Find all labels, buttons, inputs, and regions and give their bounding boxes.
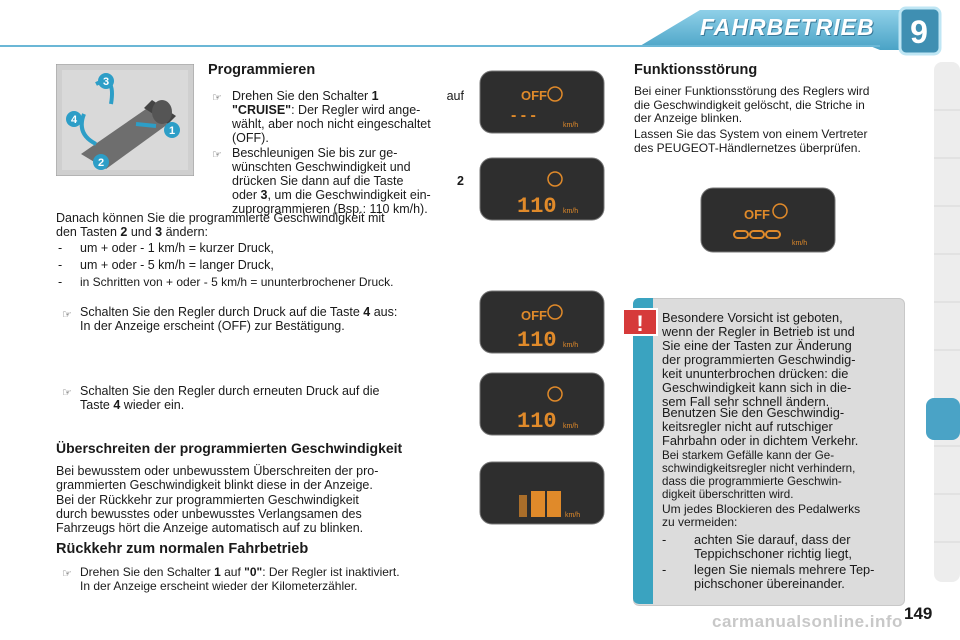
bullet-arrow-icon: ☞	[62, 568, 72, 580]
display-speed: 110	[517, 409, 557, 434]
display-unit: km/h	[565, 512, 581, 519]
warning-paragraph-3: Bei starkem Gefälle kann der Ge- schwindigkeitsregler nicht verhindern, dass die programmierte Geschwin- digkeit überschritten wird.	[662, 449, 856, 501]
ueberschreiten-paragraph-1: Bei bewusstem oder unbewusstem Überschreiten der pro- grammierten Geschwindigkeit blinkt diese in der Anzeige.	[56, 464, 379, 492]
rueckkehr-bullet: Drehen Sie den Schalter 1 auf "0": Der Regler ist inaktiviert. In der Anzeige erscheint wieder der Kilometerzähler.	[80, 565, 400, 593]
list-item: um + oder - 1 km/h = kurzer Druck,	[80, 241, 274, 255]
warning-paragraph-1: Besondere Vorsicht ist geboten, wenn der Regler in Betrieb ist und Sie eine der Tasten zur Änderung der programmierten Geschwindig- keit ununterbrochen drücken: die Geschwindigkeit kann sich in die- sem Fall sehr schnell ändern.	[662, 310, 856, 409]
warning-paragraph-2: Benutzen Sie den Geschwindig- keitsregler nicht auf rutschiger Fahrbahn oder in dichtem Verkehr.	[662, 405, 859, 448]
list-dash: -	[662, 562, 667, 577]
list-dash: -	[58, 275, 63, 289]
display-off-label: OFF	[744, 207, 770, 222]
display-odometer	[479, 461, 605, 525]
display-unit: km/h	[563, 208, 579, 215]
section-title-ueberschreiten: Überschreiten der programmierten Geschwindigkeit	[56, 440, 403, 456]
chapter-title: FAHRBETRIEB	[700, 14, 875, 40]
bullet-arrow-icon: ☞	[212, 149, 222, 161]
list-dash: -	[58, 258, 63, 272]
display-malfunction	[700, 187, 836, 253]
einschalten-bullet: Schalten Sie den Regler durch erneuten Druck auf die Taste 4 wieder ein.	[80, 384, 380, 412]
chapter-number: 9	[910, 14, 928, 50]
bullet-arrow-icon: ☞	[212, 92, 222, 104]
display-unit: km/h	[563, 342, 579, 349]
funktion-paragraph-2: Lassen Sie das System von einem Vertreter des PEUGEOT-Händlernetzes überprüfen.	[634, 127, 868, 155]
display-unit: km/h	[792, 240, 808, 247]
cruise-control-lever-image	[56, 64, 194, 176]
display-off-label: OFF	[521, 88, 547, 103]
danach-paragraph: Danach können Sie die programmierte Geschwindigkeit mit den Tasten 2 und 3 ändern:	[56, 211, 385, 239]
warning-list-item: legen Sie niemals mehrere Tep- pichschoner übereinander.	[694, 562, 875, 591]
section-title-funktionsstoerung: Funktionsstörung	[634, 62, 758, 78]
page-number: 149	[904, 604, 933, 623]
section-title-rueckkehr: Rückkehr zum normalen Fahrbetrieb	[56, 541, 309, 557]
programmieren-bullet-2: Beschleunigen Sie bis zur ge- wünschten Geschwindigkeit und drücken Sie dann auf die Taste 2 oder 3, um die Geschwindigkeit ein- zuprogrammieren (Bsp.: 110 km/h).	[232, 146, 464, 216]
display-speed-reactivated	[479, 372, 605, 436]
warning-icon-glyph: !	[636, 311, 644, 336]
warning-icon	[621, 307, 659, 337]
lever-label-2: 2	[97, 157, 105, 169]
display-unit: km/h	[563, 423, 579, 430]
list-dash: -	[662, 532, 667, 547]
list-item: um + oder - 5 km/h = langer Druck,	[80, 258, 274, 272]
display-dashes: - - -	[511, 107, 536, 124]
bullet-arrow-icon: ☞	[62, 309, 72, 321]
chapter-tab-strip	[926, 62, 960, 582]
list-item: in Schritten von + oder - 5 km/h = ununterbrochener Druck.	[80, 275, 394, 289]
ausschalten-bullet: Schalten Sie den Regler durch Druck auf die Taste 4 aus: In der Anzeige erscheint (OFF) zur Bestätigung.	[80, 305, 398, 333]
bullet-arrow-icon: ☞	[62, 387, 72, 399]
lever-label-4: 4	[70, 114, 78, 126]
programmieren-bullet-1: Drehen Sie den Schalter 1 auf "CRUISE": Der Regler wird ange- wählt, aber noch nicht eingeschaltet (OFF).	[232, 89, 464, 145]
funktion-paragraph-1: Bei einer Funktionsstörung des Reglers wird die Geschwindigkeit gelöscht, die Striche in der Anzeige blinken.	[634, 84, 870, 125]
display-speed: 110	[517, 328, 557, 353]
display-unit: km/h	[563, 122, 579, 129]
watermark: carmanualsonline.info	[712, 612, 903, 631]
warning-accent-bar	[633, 298, 653, 604]
display-off-speed	[479, 290, 605, 354]
display-off-dashes	[479, 70, 605, 134]
display-off-label: OFF	[521, 308, 547, 323]
display-speed-programmed	[479, 157, 605, 221]
warning-paragraph-4: Um jedes Blockieren des Pedalwerks zu vermeiden:	[662, 502, 861, 529]
section-title-programmieren: Programmieren	[208, 62, 316, 78]
lever-label-3: 3	[102, 76, 110, 88]
lever-label-1: 1	[168, 125, 176, 137]
list-dash: -	[58, 241, 63, 255]
display-speed: 110	[517, 194, 557, 219]
ueberschreiten-paragraph-2: Bei der Rückkehr zur programmierten Geschwindigkeit durch bewusstes oder unbewusstes Verlangsamen des Fahrzeugs hört die Anzeige automatisch auf zu blinken.	[56, 493, 364, 535]
warning-list-item: achten Sie darauf, dass der Teppichschoner richtig liegt,	[694, 532, 852, 561]
